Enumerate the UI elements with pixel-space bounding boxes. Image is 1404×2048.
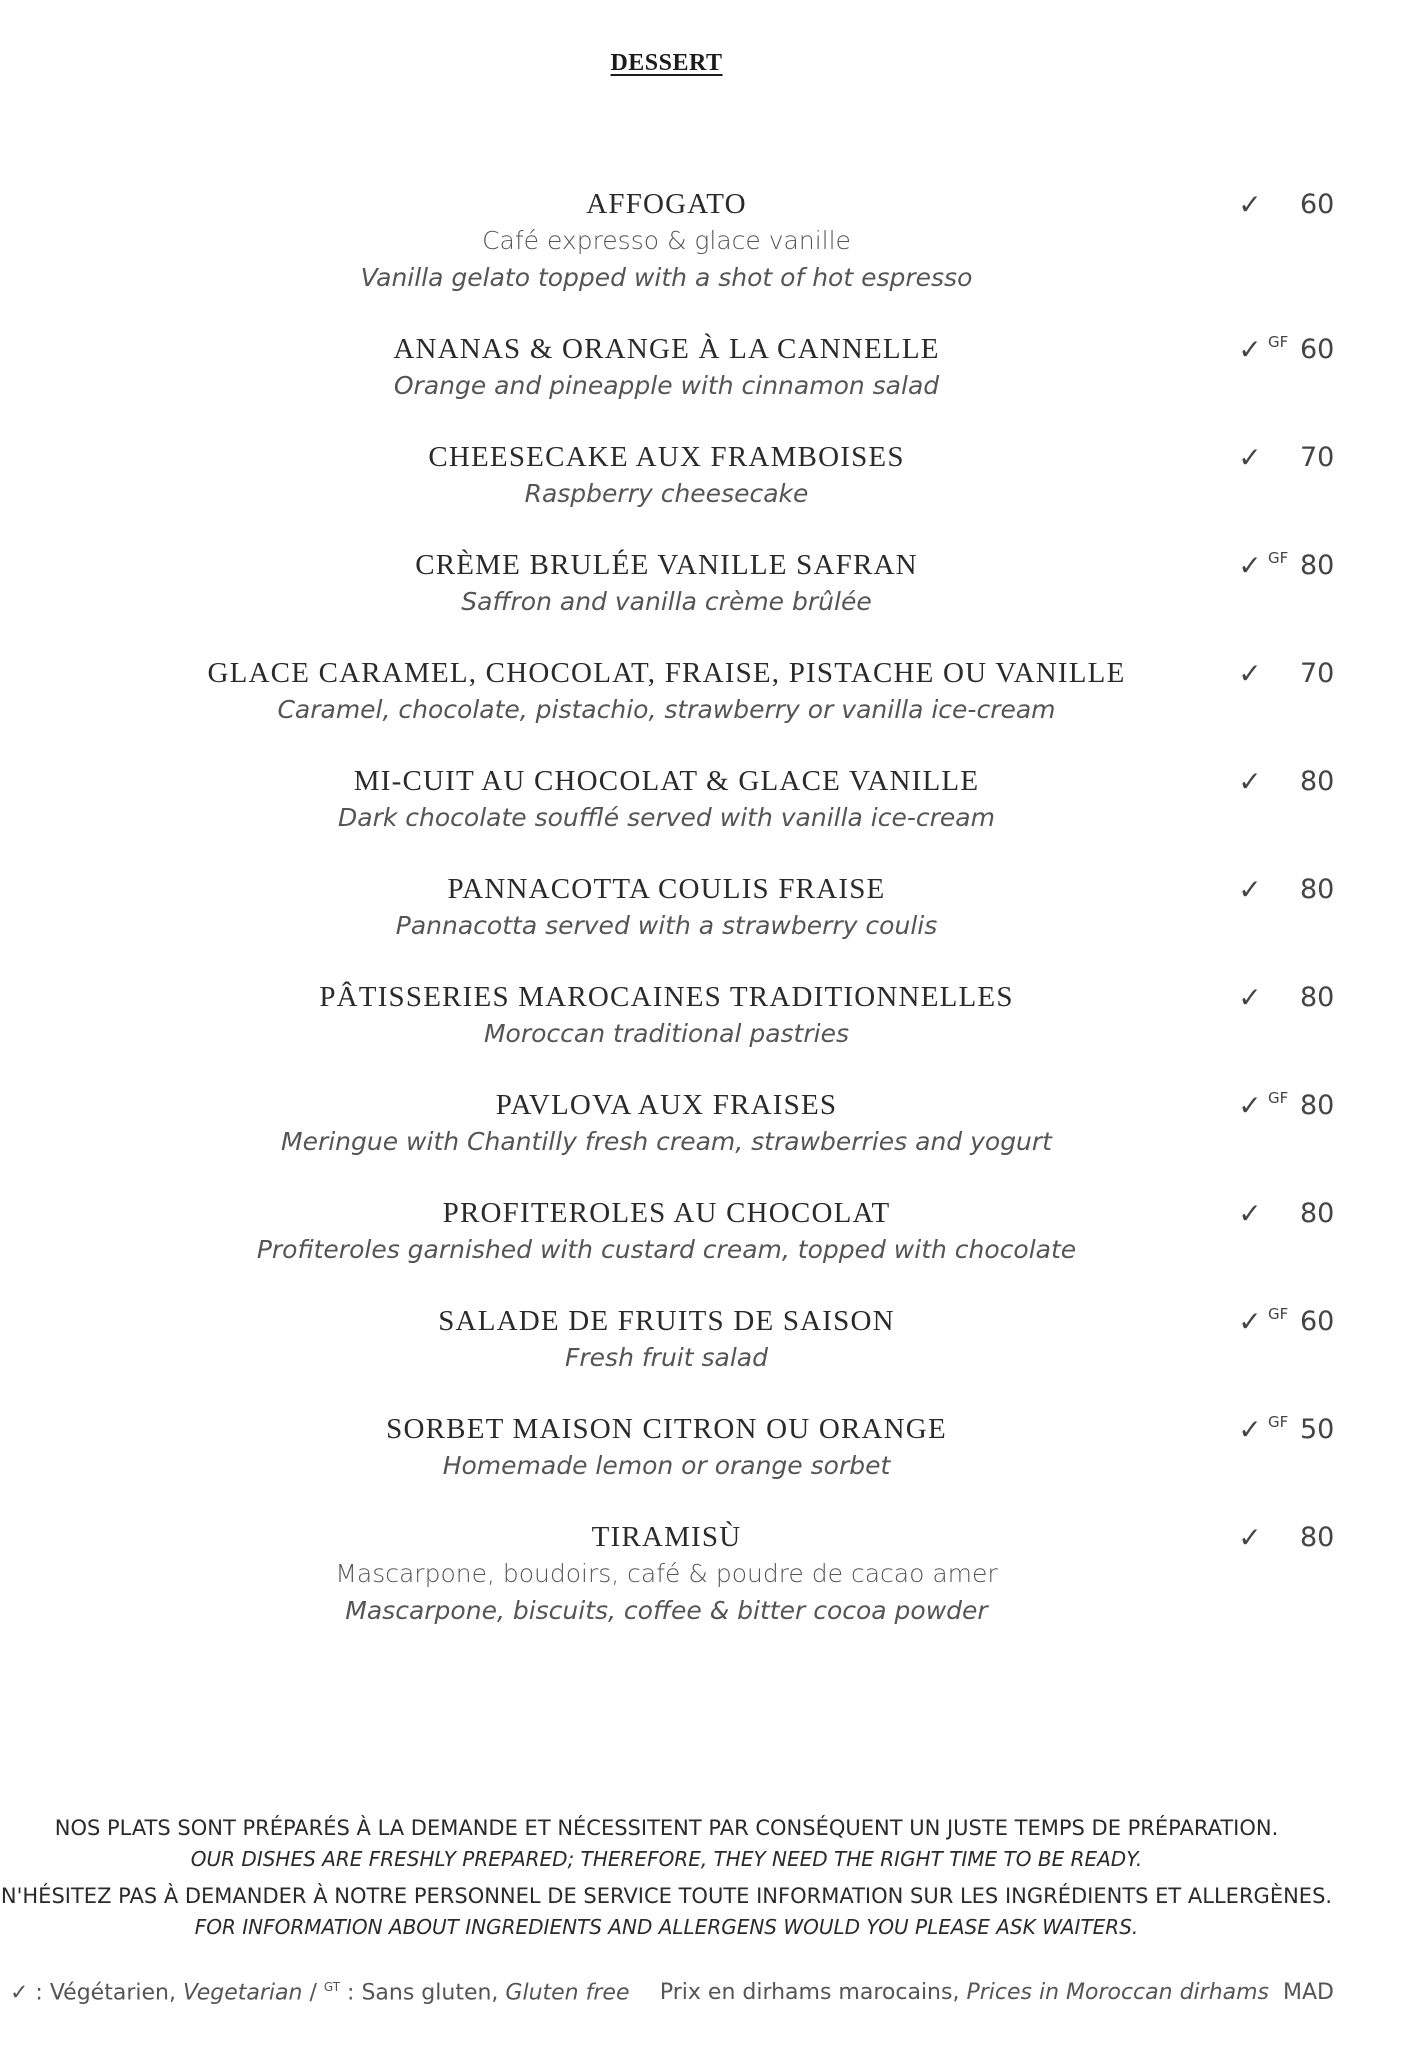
menu-item: [0, 979, 1404, 1052]
note-preparation-fr: NOS PLATS SONT PRÉPARÉS À LA DEMANDE ET NÉCESSITENT PAR CONSÉQUENT UN JUSTE TEMPS DE PRÉPARATION.: [54, 1816, 1279, 1840]
dietary-legend: [10, 1980, 629, 2005]
vegetarian-check-icon: ✓: [1238, 656, 1262, 690]
vegetarian-check-icon: ✓: [1238, 764, 1262, 798]
vegetarian-check-icon: ✓: [1238, 1196, 1262, 1230]
item-name: PANNACOTTA COULIS FRAISE: [447, 873, 886, 905]
currency-fr: Prix en dirhams marocains,: [659, 1980, 967, 2005]
item-price: 80: [1300, 981, 1335, 1013]
item-description-en: Orange and pineapple with cinnamon salad: [393, 371, 940, 400]
item-tags: [1236, 871, 1334, 907]
gluten-free-badge: GF: [1268, 1413, 1289, 1431]
item-description-en: Fresh fruit salad: [565, 1343, 768, 1372]
dessert-list: [0, 186, 1404, 1629]
vegetarian-check-icon: ✓: [1238, 1520, 1262, 1554]
vegetarian-check-icon: ✓: [1238, 1088, 1262, 1122]
item-price: 80: [1300, 873, 1335, 905]
currency-en: Prices in Moroccan dirhams: [966, 1980, 1270, 2005]
vegetarian-check-icon: ✓: [1238, 332, 1262, 366]
item-tags: [1236, 763, 1334, 799]
item-tags: [1236, 547, 1334, 583]
item-price: 60: [1300, 1305, 1335, 1337]
menu-item: [0, 1303, 1404, 1376]
item-name: MI-CUIT AU CHOCOLAT & GLACE VANILLE: [353, 765, 980, 797]
item-name: CRÈME BRULÉE VANILLE SAFRAN: [415, 549, 918, 581]
item-price: 80: [1300, 765, 1335, 797]
item-description-en: Saffron and vanilla crème brûlée: [461, 587, 872, 616]
item-description-fr: Mascarpone, boudoirs, café & poudre de cacao amer: [335, 1559, 998, 1588]
menu-item: [0, 547, 1404, 620]
gluten-free-badge: GF: [1268, 1089, 1289, 1107]
item-name: CHEESECAKE AUX FRAMBOISES: [428, 441, 905, 473]
gluten-free-badge: GF: [1268, 333, 1289, 351]
gluten-free-badge: GF: [1268, 549, 1289, 567]
item-description-en: Vanilla gelato topped with a shot of hot espresso: [360, 263, 973, 292]
item-tags: [1236, 979, 1334, 1015]
legend-separator: /: [302, 1980, 324, 2006]
footer-notes: [0, 1812, 1333, 1942]
item-price: 60: [1300, 188, 1335, 220]
menu-item: [0, 1087, 1404, 1160]
item-price: 80: [1300, 1521, 1335, 1553]
menu-item: [0, 871, 1404, 944]
item-description-en: Profiteroles garnished with custard cream, topped with chocolate: [256, 1235, 1077, 1264]
item-description-en: Caramel, chocolate, pistachio, strawberry or vanilla ice-cream: [277, 695, 1056, 724]
legend-veg-en: Vegetarian: [182, 1980, 303, 2006]
item-description-en: Homemade lemon or orange sorbet: [442, 1451, 891, 1480]
vegetarian-check-icon: ✓: [1238, 872, 1262, 906]
vegetarian-check-icon: ✓: [1238, 187, 1262, 221]
note-preparation-en: OUR DISHES ARE FRESHLY PREPARED; THEREFORE, THEY NEED THE RIGHT TIME TO BE READY.: [190, 1847, 1143, 1871]
item-name: AFFOGATO: [586, 188, 747, 220]
item-name: PAVLOVA AUX FRAISES: [495, 1089, 838, 1121]
item-description-en: Pannacotta served with a strawberry coulis: [395, 911, 938, 940]
item-description-en: Dark chocolate soufflé served with vanilla ice-cream: [338, 803, 995, 832]
vegetarian-check-icon: ✓: [1238, 980, 1262, 1014]
item-tags: [1236, 655, 1334, 691]
menu-title: DESSERT: [610, 50, 723, 76]
vegetarian-icon: ✓: [10, 1980, 29, 2006]
item-tags: [1236, 1087, 1334, 1123]
item-name: SALADE DE FRUITS DE SAISON: [438, 1305, 895, 1337]
item-name: SORBET MAISON CITRON OU ORANGE: [386, 1413, 947, 1445]
legend-veg-fr: : Végétarien,: [28, 1980, 183, 2006]
item-tags: [1236, 186, 1334, 222]
item-tags: [1236, 439, 1334, 475]
item-price: 80: [1300, 1089, 1335, 1121]
item-price: 80: [1300, 1197, 1335, 1229]
item-description-en: Moroccan traditional pastries: [483, 1019, 849, 1048]
item-name: PÂTISSERIES MAROCAINES TRADITIONNELLES: [319, 981, 1014, 1013]
vegetarian-check-icon: ✓: [1238, 548, 1262, 582]
note-allergens-en: FOR INFORMATION ABOUT INGREDIENTS AND ALLERGENS WOULD YOU PLEASE ASK WAITERS.: [194, 1915, 1139, 1939]
item-tags: [1236, 1195, 1334, 1231]
gluten-free-icon: GT: [323, 1980, 341, 1994]
item-price: 80: [1300, 549, 1335, 581]
item-tags: [1236, 1519, 1334, 1555]
currency-note: [660, 1980, 1334, 2005]
item-description-fr: Café expresso & glace vanille: [482, 226, 851, 255]
note-allergens-fr: N'HÉSITEZ PAS À DEMANDER À NOTRE PERSONNEL DE SERVICE TOUTE INFORMATION SUR LES INGRÉDIENTS ET ALLERGÈNES.: [0, 1884, 1333, 1908]
item-name: GLACE CARAMEL, CHOCOLAT, FRAISE, PISTACHE OU VANILLE: [207, 657, 1126, 689]
item-tags: [1236, 1411, 1334, 1447]
menu-item: [0, 331, 1404, 404]
item-name: ANANAS & ORANGE À LA CANNELLE: [393, 333, 940, 365]
item-name: TIRAMISÙ: [591, 1521, 742, 1553]
gluten-free-badge: GF: [1268, 1305, 1289, 1323]
item-price: 60: [1300, 333, 1335, 365]
menu-item: [0, 439, 1404, 512]
item-price: 50: [1300, 1413, 1335, 1445]
currency-code: MAD: [1283, 1980, 1334, 2005]
item-description-en: Mascarpone, biscuits, coffee & bitter cocoa powder: [345, 1596, 988, 1625]
menu-item: [0, 655, 1404, 728]
menu-item: [0, 186, 1404, 296]
item-price: 70: [1300, 441, 1335, 473]
legend-gf-en: Gluten free: [505, 1980, 630, 2006]
menu-item: [0, 1519, 1404, 1629]
menu-item: [0, 763, 1404, 836]
item-tags: [1236, 1303, 1334, 1339]
item-tags: [1236, 331, 1334, 367]
item-description-en: Raspberry cheesecake: [524, 479, 809, 508]
menu-item: [0, 1195, 1404, 1268]
legend-gf-fr: : Sans gluten,: [340, 1980, 506, 2006]
item-price: 70: [1300, 657, 1335, 689]
item-name: PROFITEROLES AU CHOCOLAT: [442, 1197, 891, 1229]
vegetarian-check-icon: ✓: [1238, 1412, 1262, 1446]
vegetarian-check-icon: ✓: [1238, 1304, 1262, 1338]
menu-item: [0, 1411, 1404, 1484]
item-description-en: Meringue with Chantilly fresh cream, strawberries and yogurt: [281, 1127, 1052, 1156]
vegetarian-check-icon: ✓: [1238, 440, 1262, 474]
